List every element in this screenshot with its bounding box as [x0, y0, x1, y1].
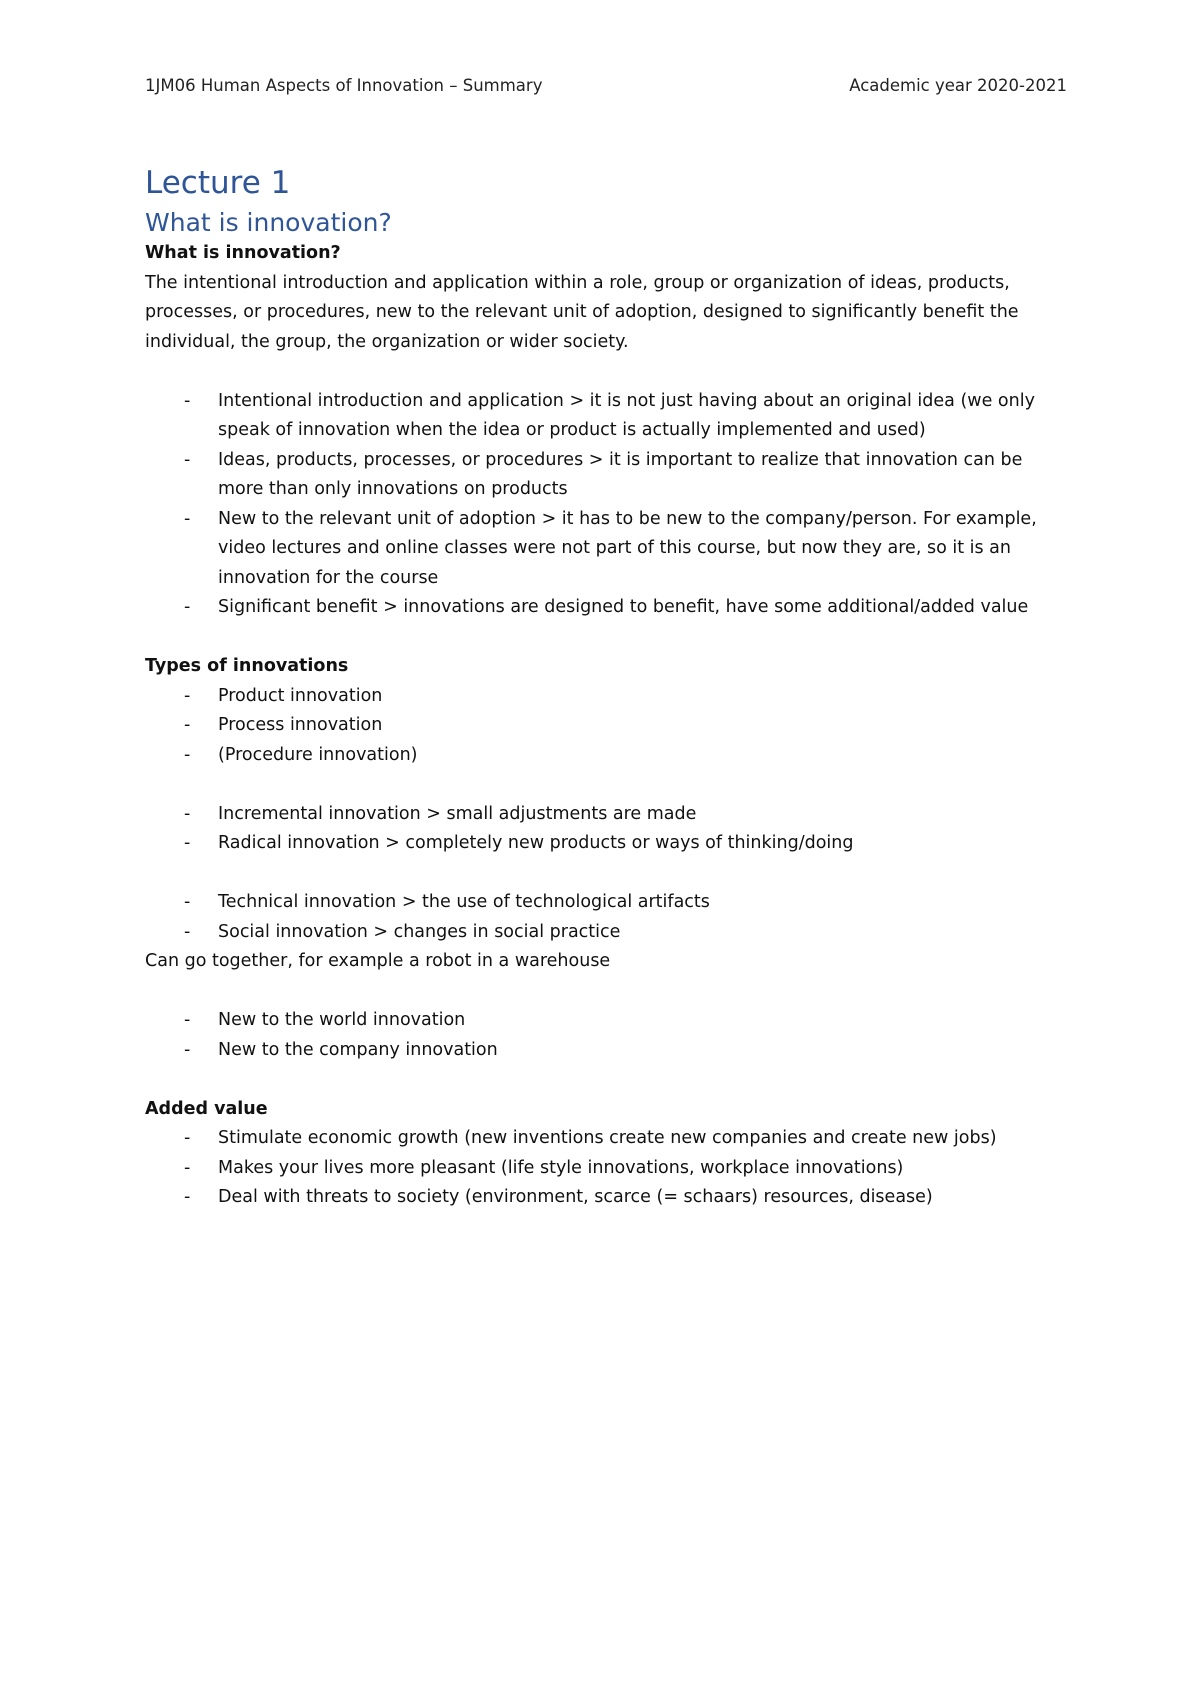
bullet-dash: -: [184, 921, 191, 942]
header-academic-year: Academic year 2020-2021: [849, 76, 1067, 95]
list-item: [145, 1124, 1065, 1154]
definition-points-list: [145, 387, 1065, 623]
list-item-text: Process innovation: [218, 715, 383, 735]
list-item-text: Social innovation > changes in social practice: [218, 921, 621, 942]
spacer: [145, 357, 1065, 387]
bullet-dash: -: [184, 1187, 191, 1207]
bullet-dash: -: [184, 803, 191, 824]
list-item-text: Incremental innovation > small adjustments are made: [218, 803, 697, 824]
list-item: [145, 387, 1065, 446]
list-item: [145, 593, 1065, 623]
list-item: [145, 1154, 1065, 1184]
added-value-heading: Added value: [145, 1098, 268, 1119]
spacer: [145, 770, 1065, 800]
list-item-text: Radical innovation > completely new products or ways of thinking/doing: [218, 833, 854, 853]
page-header: [145, 76, 1067, 100]
list-item-text: New to the company innovation: [218, 1039, 498, 1060]
spacer: [145, 977, 1065, 1007]
list-item: [145, 800, 1065, 830]
spacer: [145, 859, 1065, 889]
list-item-text: New to the world innovation: [218, 1010, 466, 1030]
list-item: [145, 829, 1065, 859]
list-item-text: Ideas, products, processes, or procedures > it is important to realize that innovation can be more than only innovations on products: [218, 449, 1023, 499]
bullet-dash: -: [184, 1010, 191, 1030]
types-heading: Types of innovations: [145, 656, 349, 676]
bullet-dash: -: [184, 744, 191, 765]
bullet-dash: -: [184, 1128, 191, 1148]
list-item-text: Significant benefit > innovations are designed to benefit, have some additional/added value: [218, 597, 1029, 617]
bullet-dash: -: [184, 892, 191, 912]
definition-text: The intentional introduction and application within a role, group or organization of ideas, products, processes, or procedures, new to the relevant unit of adoption, designed to significantly benefit the individual, the group, the organization or wider society.: [145, 272, 1019, 352]
types-note: Can go together, for example a robot in a warehouse: [145, 951, 611, 971]
types-list-3: [145, 888, 1065, 947]
bullet-dash: -: [184, 1157, 191, 1178]
bullet-dash: -: [184, 1039, 191, 1060]
bullet-dash: -: [184, 597, 191, 617]
section-title: What is innovation?: [145, 208, 392, 237]
list-item: [145, 741, 1065, 771]
list-item: [145, 1036, 1065, 1066]
list-item: [145, 711, 1065, 741]
types-list-4: [145, 1006, 1065, 1065]
list-item-text: New to the relevant unit of adoption > it has to be new to the company/person. For example, video lectures and online classes were not part of this course, but now they are, so it is an innovation for the course: [218, 508, 1037, 588]
header-course-title: 1JM06 Human Aspects of Innovation – Summary: [145, 76, 543, 95]
list-item-text: (Procedure innovation): [218, 744, 418, 765]
definition-heading: What is innovation?: [145, 243, 341, 263]
list-item: [145, 918, 1065, 948]
bullet-dash: -: [184, 390, 191, 411]
lecture-title: Lecture 1: [145, 165, 291, 201]
list-item-text: Stimulate economic growth (new inventions create new companies and create new jobs): [218, 1128, 997, 1148]
list-item-text: Deal with threats to society (environment, scarce (= schaars) resources, disease): [218, 1187, 933, 1207]
list-item: [145, 888, 1065, 918]
types-list-2: [145, 800, 1065, 859]
list-item-text: Intentional introduction and application > it is not just having about an original idea (we only speak of innovation when the idea or product is actually implemented and used): [218, 390, 1035, 440]
list-item: [145, 446, 1065, 505]
spacer: [145, 623, 1065, 653]
list-item: [145, 1183, 1065, 1213]
list-item-text: Technical innovation > the use of technological artifacts: [218, 892, 710, 912]
bullet-dash: -: [184, 508, 191, 529]
types-list-1: [145, 682, 1065, 771]
spacer: [145, 1065, 1065, 1095]
list-item-text: Product innovation: [218, 685, 383, 706]
added-value-list: [145, 1124, 1065, 1213]
bullet-dash: -: [184, 715, 191, 735]
bullet-dash: -: [184, 685, 191, 706]
list-item: [145, 682, 1065, 712]
document-body: [145, 163, 1065, 1213]
bullet-dash: -: [184, 449, 191, 470]
list-item-text: Makes your lives more pleasant (life style innovations, workplace innovations): [218, 1157, 904, 1178]
list-item: [145, 505, 1065, 594]
bullet-dash: -: [184, 833, 191, 853]
list-item: [145, 1006, 1065, 1036]
